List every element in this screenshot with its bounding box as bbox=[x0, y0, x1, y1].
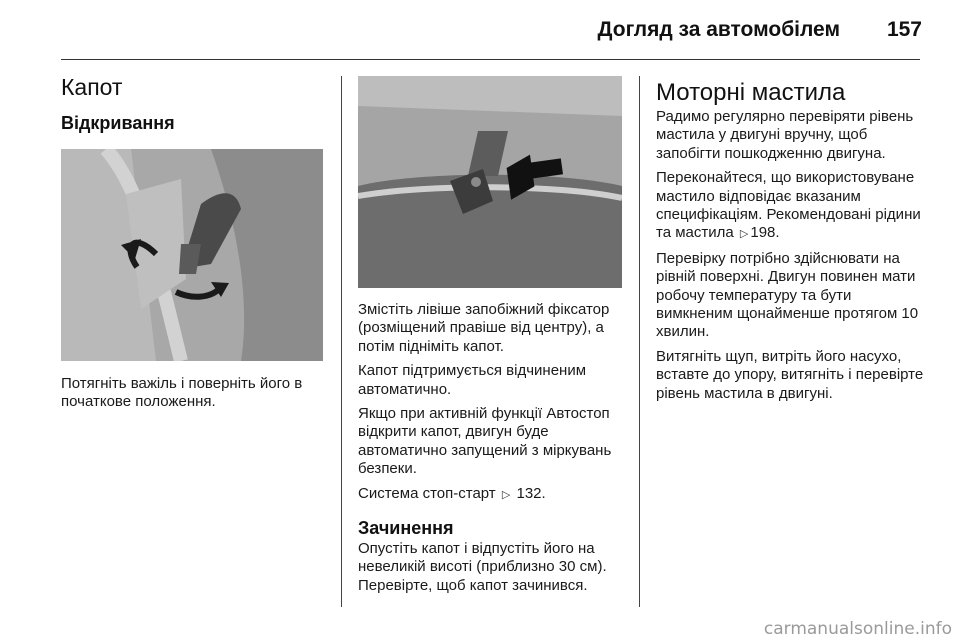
column-divider-right bbox=[639, 76, 640, 607]
hood-release-lever-illustration bbox=[61, 149, 323, 361]
cross-reference-page: 132. bbox=[516, 484, 546, 502]
paragraph-level-surface: Перевірку потрібно здійснювати на рівній поверхні. Двигун повинен мати робочу температуру та бути вимкненим щонайменше протягом 10 хвилин. bbox=[656, 249, 919, 341]
paragraph-oil-specification bbox=[656, 169, 926, 244]
subsection-title-closing: Зачинення bbox=[358, 518, 454, 539]
paragraph-dipstick-procedure: Витягніть щуп, витріть його насухо, вставте до упору, витягніть і перевірте рівень мастила в двигуні. bbox=[656, 347, 924, 402]
cross-reference-page: 198. bbox=[750, 224, 780, 242]
column-2 bbox=[358, 76, 624, 601]
watermark: carmanualsonline.info bbox=[763, 619, 952, 639]
section-title-hood: Капот bbox=[61, 74, 123, 100]
section-title-engine-oil: Моторні мастила bbox=[656, 79, 846, 106]
figure-caption: Потягніть важіль і поверніть його в початкове положення. bbox=[61, 375, 303, 411]
cross-reference-fluids[interactable] bbox=[738, 224, 780, 241]
triangle-right-icon: ▷ bbox=[739, 228, 749, 241]
oil-spec-text: Переконайтеся, що використовуване мастило відповідає вказаним специфікаціям. Рекомендовані рідини та мастила bbox=[656, 169, 921, 242]
header-rule bbox=[61, 59, 920, 60]
subsection-title-opening: Відкривання bbox=[61, 113, 175, 133]
paragraph-hood-held-open: Капот підтримується відчиненим автоматично. bbox=[358, 362, 587, 398]
cross-reference-stop-start[interactable] bbox=[358, 485, 624, 504]
safety-catch-illustration bbox=[358, 76, 622, 288]
paragraph-shift-catch: Змістіть лівіше запобіжний фіксатор (розміщений правіше від центру), а потім підніміть капот. bbox=[358, 301, 610, 355]
cross-reference-label: Система стоп-старт bbox=[358, 484, 496, 502]
column-divider-left bbox=[341, 76, 342, 607]
paragraph-closing-instructions: Опустіть капот і відпустіть його на невеликій висоті (приблизно 30 см). Перевірте, щоб капот зачинився. bbox=[358, 540, 607, 594]
triangle-right-icon: ▷ bbox=[501, 488, 511, 501]
page-number: 157 bbox=[886, 18, 922, 41]
paragraph-check-oil-regularly: Радимо регулярно перевіряти рівень мастила у двигуні вручну, щоб запобігти пошкодженню двигуна. bbox=[656, 108, 914, 162]
column-1 bbox=[61, 72, 325, 418]
running-header-title: Догляд за автомобілем bbox=[597, 18, 840, 41]
column-3 bbox=[656, 78, 926, 409]
paragraph-autostop-warning: Якщо при активній функції Автостоп відкрити капот, двигун буде автоматично запущений з міркувань безпеки. bbox=[358, 405, 612, 478]
